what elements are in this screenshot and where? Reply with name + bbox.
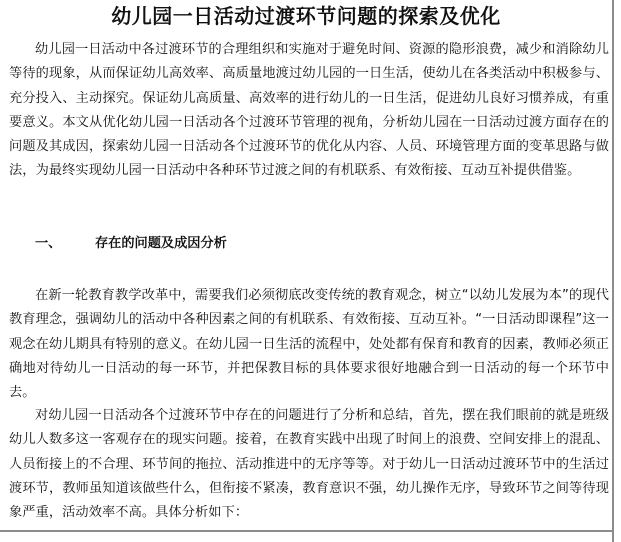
page-edge-bottom [0, 530, 614, 532]
section-number: 一、 [35, 236, 62, 251]
section-heading [35, 232, 227, 256]
body-paragraph-1: 在新一轮教育教学改革中，需要我们必须彻底改变传统的教育观念，树立“以幼儿发展为本”的现代教育理念，强调幼儿的活动中各种因素之间的有机联系、有效衔接、互动互补。“一日活动即课程”这一观念在幼儿期具有特别的意义。在幼儿园一日生活的流程中，处处都有保育和教育的因素，教师必须正确地对待幼儿一日活动的每一环节，并把保教目标的具体要求很好地融合到一日活动的每一个环节中去。 [9, 288, 609, 401]
document-title: 幼儿园一日活动过渡环节问题的探索及优化 [111, 4, 501, 28]
page-edge-right [612, 0, 614, 542]
body-paragraph-2: 对幼儿园一日活动各个过渡环节中存在的问题进行了分析和总结，首先，摆在我们眼前的就是班级幼儿人数多这一客观存在的现实问题。接着，在教育实践中出现了时间上的浪费、空间安排上的混乱、人员衔接上的不合理、环节间的拖拉、活动推进中的无序等等。对于幼儿一日活动过渡环节中的生活过渡环节，教师虽知道该做些什么，但衔接不紧凑，教育意识不强，幼儿操作无序，导致环节之间等待现象严重，活动效率不高。具体分析如下： [9, 408, 609, 521]
intro-paragraph: 幼儿园一日活动中各过渡环节的合理组织和实施对于避免时间、资源的隐形浪费，减少和消除幼儿等待的现象，从而保证幼儿高效率、高质量地渡过幼儿园的一日生活，使幼儿在各类活动中积极参与、充分投入、主动探究。保证幼儿高质量、高效率的进行幼儿的一日生活，促进幼儿良好习惯养成，有重要意义。本文从优化幼儿园一日活动各个过渡环节管理的视角，分析幼儿园在一日活动过渡方面存在的问题及其成因，探索幼儿园一日活动各个过渡环节的优化从内容、人员、环境管理方面的变革思路与做法，为最终实现幼儿园一日活动中各种环节过渡之间的有机联系、有效衔接、互动互补提供借鉴。 [9, 42, 609, 179]
section-title: 存在的问题及成因分析 [95, 236, 227, 251]
